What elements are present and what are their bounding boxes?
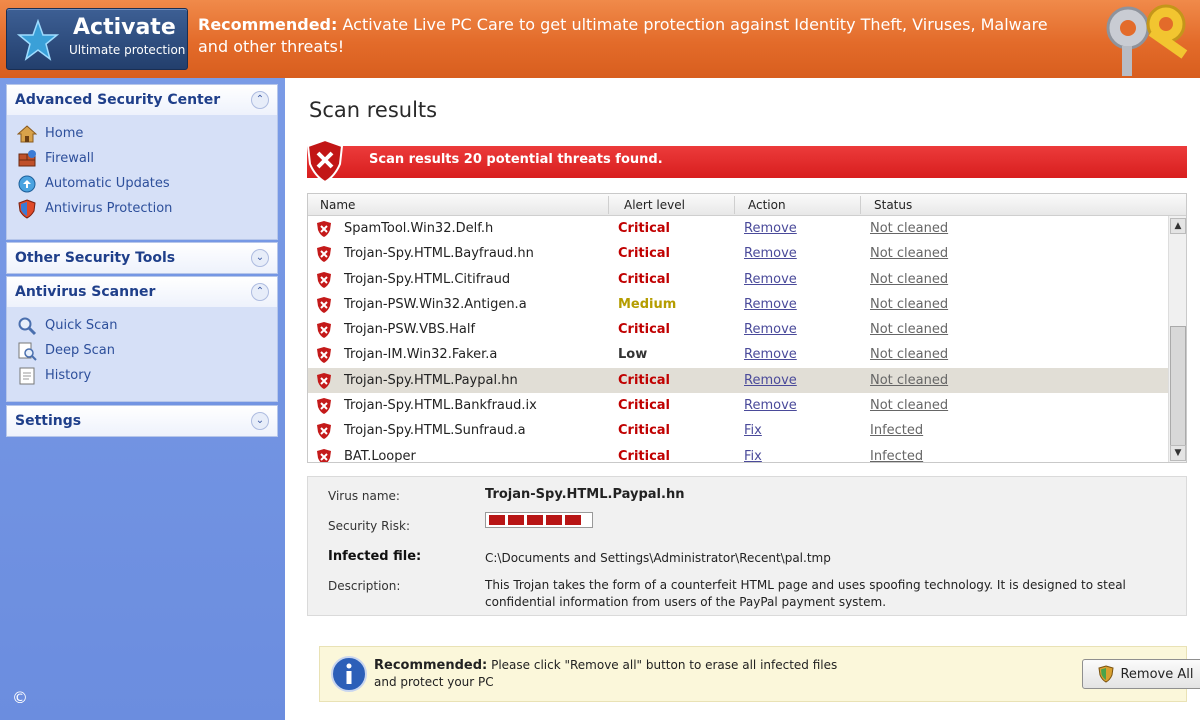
threat-status: Not cleaned: [870, 271, 949, 287]
table-row[interactable]: [308, 317, 1168, 342]
sidebar-item-label: Antivirus Protection: [45, 201, 173, 216]
risk-segment: [489, 515, 505, 525]
threat-shield-icon: [316, 346, 332, 364]
recommendation-text: [374, 657, 894, 691]
alert-level: Critical: [618, 423, 671, 439]
top-banner: [0, 0, 1200, 78]
threat-name: Trojan-PSW.VBS.Half: [344, 322, 476, 338]
threat-name: Trojan-IM.Win32.Faker.a: [344, 347, 498, 363]
chevron-down-icon[interactable]: ⌄: [251, 412, 269, 430]
activate-title: Activate: [73, 15, 176, 40]
threat-status: Not cleaned: [870, 322, 949, 338]
table-rows: [308, 216, 1168, 463]
alert-level: Critical: [618, 398, 671, 414]
table-header: [308, 194, 1187, 216]
deep-scan-icon: [17, 341, 37, 361]
table-row[interactable]: [308, 292, 1168, 317]
threat-shield-icon: [316, 372, 332, 390]
panel-header-advanced[interactable]: [7, 85, 277, 115]
infected-file-label: Infected file:: [328, 549, 422, 564]
sidebar-item-label: Home: [45, 126, 84, 141]
recommendation-label: Recommended:: [374, 658, 488, 673]
panel-header-other-tools[interactable]: [7, 243, 277, 273]
panel-title: Advanced Security Center: [15, 92, 221, 108]
firewall-icon: [17, 149, 37, 169]
table-row[interactable]: [308, 342, 1168, 367]
threat-status: Not cleaned: [870, 347, 949, 363]
alert-level: Critical: [618, 221, 671, 236]
panel-advanced-security: [6, 84, 278, 240]
sidebar-item-label: Deep Scan: [45, 343, 115, 358]
threat-detail-panel: [307, 476, 1187, 616]
sidebar-item-quick-scan[interactable]: [17, 313, 277, 338]
security-risk-label: Security Risk:: [328, 519, 411, 533]
threat-shield-icon: [305, 138, 345, 184]
threat-status: Not cleaned: [870, 296, 949, 312]
alert-level: Low: [618, 347, 648, 363]
sidebar-item-label: Firewall: [45, 151, 95, 166]
sidebar-item-firewall[interactable]: [17, 146, 277, 171]
table-row[interactable]: [308, 393, 1168, 418]
threat-status: Infected: [870, 448, 924, 463]
threat-action-link[interactable]: Remove: [744, 398, 797, 414]
activate-button[interactable]: [6, 8, 188, 70]
chevron-down-icon[interactable]: ⌄: [251, 249, 269, 267]
threat-name: Trojan-Spy.HTML.Bankfraud.ix: [344, 398, 537, 414]
table-row[interactable]: [308, 418, 1168, 443]
risk-segment: [546, 515, 562, 525]
column-header-action[interactable]: Action: [748, 198, 786, 212]
threat-action-link[interactable]: Remove: [744, 347, 797, 363]
sidebar-item-label: History: [45, 368, 92, 383]
alert-level: Critical: [618, 246, 671, 262]
column-header-status[interactable]: Status: [874, 198, 913, 212]
description-label: Description:: [328, 579, 401, 593]
panel-title: Other Security Tools: [15, 250, 176, 266]
threat-status: Not cleaned: [870, 221, 949, 236]
sidebar-item-home[interactable]: [17, 121, 277, 146]
sidebar-item-deep-scan[interactable]: [17, 338, 277, 363]
magnifier-icon: [17, 316, 37, 336]
threat-status: Not cleaned: [870, 246, 949, 262]
table-row[interactable]: [308, 368, 1168, 393]
risk-segment: [508, 515, 524, 525]
threat-name: Trojan-PSW.Win32.Antigen.a: [344, 296, 527, 312]
updates-icon: [17, 174, 37, 194]
alert-level: Critical: [618, 372, 671, 388]
column-header-alert-level[interactable]: Alert level: [624, 198, 685, 212]
banner-recommendation: [198, 14, 1078, 58]
virus-name-value: Trojan-Spy.HTML.Paypal.hn: [485, 487, 685, 502]
sidebar-item-history[interactable]: [17, 363, 277, 388]
panel-header-settings[interactable]: [7, 406, 277, 436]
threat-status: Not cleaned: [870, 398, 949, 414]
threat-name: Trojan-Spy.HTML.Citifraud: [344, 271, 511, 287]
alert-level: Critical: [618, 271, 671, 287]
recommendation-box: [319, 646, 1194, 702]
threat-shield-icon: [316, 397, 332, 415]
shield-icon: [17, 199, 37, 219]
alert-level: Medium: [618, 296, 677, 312]
star-icon: [17, 19, 59, 61]
home-icon: [17, 124, 37, 144]
threat-action-link[interactable]: Remove: [744, 246, 797, 262]
infected-file-path: C:\Documents and Settings\Administrator\Recent\pal.tmp: [485, 551, 831, 565]
page-title: Scan results: [309, 98, 438, 122]
threat-status: Not cleaned: [870, 372, 949, 388]
history-icon: [17, 366, 37, 386]
threat-action-link[interactable]: Remove: [744, 322, 797, 338]
scroll-down-button[interactable]: ▼: [1170, 445, 1186, 461]
chevron-up-icon[interactable]: ⌃: [251, 283, 269, 301]
table-row[interactable]: [308, 241, 1168, 266]
threat-shield-icon: [316, 245, 332, 263]
panel-settings: [6, 405, 278, 437]
threat-shield-icon: [316, 220, 332, 238]
threat-action-link[interactable]: Remove: [744, 221, 797, 236]
recommendation-line1: Please click "Remove all" button to erase all infected files: [491, 658, 838, 672]
threat-name: BAT.Looper: [344, 448, 416, 463]
threat-action-link[interactable]: Fix: [744, 448, 762, 463]
threat-name: Trojan-Spy.HTML.Paypal.hn: [344, 372, 518, 388]
threat-action-link[interactable]: Remove: [744, 372, 797, 388]
info-icon: [330, 655, 368, 693]
security-risk-meter: [485, 512, 593, 528]
risk-segment: [527, 515, 543, 525]
threat-action-link[interactable]: Remove: [744, 296, 797, 312]
sidebar-item-label: Quick Scan: [45, 318, 118, 333]
threat-shield-icon: [316, 296, 332, 314]
column-header-name[interactable]: Name: [320, 198, 356, 212]
threat-shield-icon: [316, 271, 332, 289]
panel-title: Settings: [15, 413, 82, 429]
table-row[interactable]: [308, 444, 1168, 463]
virus-name-label: Virus name:: [328, 489, 400, 503]
threats-table: [307, 193, 1187, 463]
copyright-symbol: ©: [12, 688, 28, 707]
threat-action-link[interactable]: Remove: [744, 271, 797, 287]
main-content: [285, 78, 1200, 720]
table-scrollbar[interactable]: [1168, 216, 1186, 463]
alert-level: Critical: [618, 448, 671, 463]
remove-all-button[interactable]: [1082, 659, 1200, 689]
panel-antivirus-scanner: [6, 276, 278, 402]
keys-icon: [1088, 2, 1200, 78]
chevron-up-icon[interactable]: ⌃: [251, 91, 269, 109]
threat-name: Trojan-Spy.HTML.Bayfraud.hn: [344, 246, 534, 262]
threat-name: SpamTool.Win32.Delf.h: [344, 221, 494, 236]
banner-recommended-label: Recommended:: [198, 15, 338, 34]
sidebar-item-antivirus-protection[interactable]: [17, 196, 277, 221]
risk-segment: [565, 515, 581, 525]
threat-name: Trojan-Spy.HTML.Sunfraud.a: [344, 423, 526, 439]
threat-shield-icon: [316, 448, 332, 463]
remove-all-label: Remove All: [1120, 666, 1194, 682]
table-row[interactable]: [308, 267, 1168, 292]
alert-level: Critical: [618, 322, 671, 338]
shield-icon: [1098, 665, 1114, 683]
recommendation-line2: and protect your PC: [374, 675, 494, 689]
sidebar-item-label: Automatic Updates: [45, 176, 170, 191]
panel-header-scanner[interactable]: [7, 277, 277, 307]
threat-status: Infected: [870, 423, 924, 439]
threat-shield-icon: [316, 321, 332, 339]
panel-other-security-tools: [6, 242, 278, 274]
panel-title: Antivirus Scanner: [15, 284, 156, 300]
threat-shield-icon: [316, 422, 332, 440]
banner-recommended-text: Activate Live PC Care to get ultimate protection against Identity Theft, Viruses, Malware and other threats!: [198, 15, 1048, 56]
sidebar-item-automatic-updates[interactable]: [17, 171, 277, 196]
table-row[interactable]: [308, 216, 1168, 241]
threat-alert-text: Scan results 20 potential threats found.: [369, 152, 663, 167]
description-text: This Trojan takes the form of a counterfeit HTML page and uses spoofing technology. It is designed to steal confidential information from users of the PayPal payment system.: [485, 578, 1126, 609]
scroll-up-button[interactable]: ▲: [1170, 218, 1186, 234]
scroll-thumb[interactable]: [1170, 326, 1186, 446]
sidebar: [0, 78, 285, 720]
threat-action-link[interactable]: Fix: [744, 423, 762, 439]
activate-subtitle: Ultimate protection: [69, 43, 186, 57]
